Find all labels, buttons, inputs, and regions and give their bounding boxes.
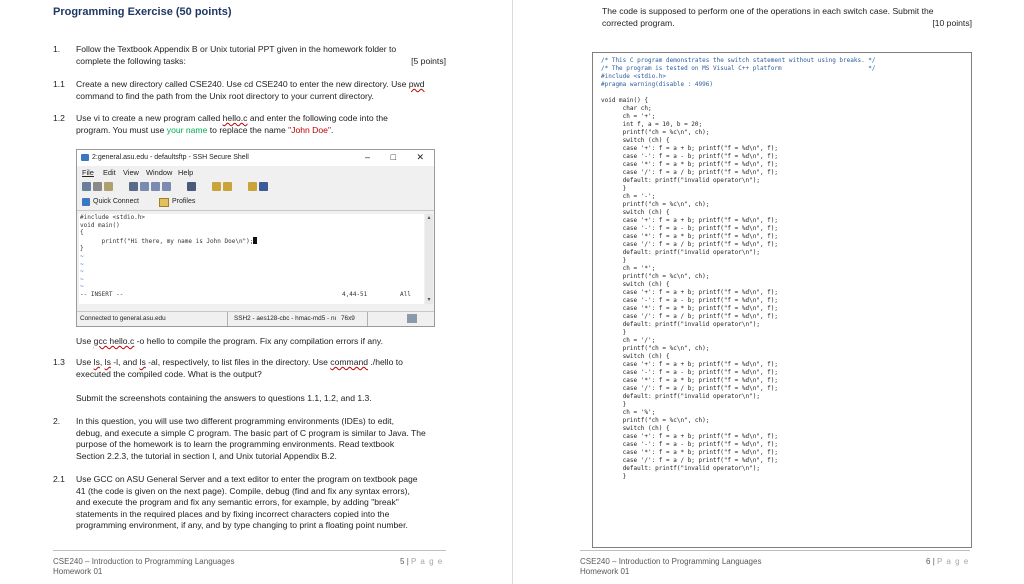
code-line: case '-': f = a - b; printf("f = %d\n", f); [601, 297, 779, 304]
code-line: case '/': f = a / b; printf("f = %d\n", f); [601, 313, 779, 320]
maximize-icon[interactable]: □ [390, 152, 396, 162]
right-intro-b: corrected program. [602, 17, 675, 28]
footer-course: CSE240 – Introduction to Programming Languages [53, 557, 235, 566]
print-icon[interactable] [93, 182, 102, 191]
ssh-window-screenshot [76, 149, 435, 327]
john-doe-highlight: "John Doe" [288, 124, 331, 135]
question-1 [53, 44, 446, 67]
right-points: [10 points] [932, 17, 972, 28]
code-line: switch (ch) { [601, 209, 670, 216]
page-number-right [926, 557, 969, 566]
page-number-sep: | [406, 557, 409, 566]
ls-command: ls [139, 357, 146, 367]
code-line: int f, a = 10, b = 20; [601, 121, 703, 128]
code-line: default: printf("invalid operator\n"); [601, 393, 760, 400]
code-line: ch = '/'; [601, 337, 656, 344]
hello-c-filename: hello.c [222, 113, 248, 123]
gcc-post: -o hello to compile the program. Fix any compilation errors if any. [134, 336, 383, 346]
paste-icon[interactable] [151, 182, 160, 191]
page-number-value: 5 [400, 557, 405, 566]
page-word: P a g e [411, 557, 444, 566]
connection-status: Connected to general.asu.edu [80, 315, 166, 322]
question-1-number: 1. [53, 44, 61, 54]
page-word: P a g e [937, 557, 970, 566]
code-line: printf("ch = %c\n", ch); [601, 345, 710, 352]
question-1-3 [53, 357, 446, 380]
code-line: printf("ch = %c\n", ch); [601, 201, 710, 208]
ls-command: ls [104, 357, 111, 367]
file-transfer-icon[interactable] [212, 182, 221, 191]
vi-mode-indicator: -- INSERT -- [80, 290, 124, 298]
pwd-command: pwd [408, 79, 425, 89]
code-line: default: printf("invalid operator\n"); [601, 465, 760, 472]
terminal-scrollbar[interactable] [425, 214, 433, 304]
menu-help[interactable]: Help [178, 168, 194, 177]
code-line: case '-': f = a - b; printf("f = %d\n", f); [601, 369, 779, 376]
question-2-line: In this question, you will use two different programming environments (IDEs) to edit, [76, 416, 394, 426]
code-line: #pragma warning(disable : 4996) [601, 81, 713, 88]
submit-instruction: Submit the screenshots containing the answers to questions 1.1, 1.2, and 1.3. [76, 393, 372, 403]
question-1-text-a: Follow the Textbook Appendix B or Unix tutorial PPT given in the homework folder to [76, 44, 397, 54]
page-number [400, 557, 443, 566]
footer-right [580, 557, 761, 577]
code-line: case '-': f = a - b; printf("f = %d\n", f); [601, 225, 779, 232]
question-1-1 [53, 79, 446, 102]
question-2-1-line: and execute the program and fix any semantic errors, for example, by adding "break" [76, 497, 399, 508]
code-line: case '-': f = a - b; printf("f = %d\n", f); [601, 441, 779, 448]
ssh-titlebar [77, 150, 434, 166]
question-2-line: debug, and execute a simple C program. The basic part of C program is similar to Java. The [76, 427, 426, 438]
code-line: #include <stdio.h> [601, 73, 667, 80]
question-1-2-text-b-mid: to replace the name [207, 124, 289, 135]
terminal-size: 76x9 [341, 315, 355, 322]
right-intro-a: The code is supposed to perform one of the operations in each switch case. Submit the [602, 6, 934, 16]
your-name-highlight: your name [166, 124, 208, 135]
menu-window[interactable]: Window [146, 168, 173, 177]
quick-connect-bar [77, 195, 434, 211]
right-intro [602, 6, 972, 29]
code-line: case '*': f = a * b; printf("f = %d\n", f); [601, 161, 779, 168]
quick-connect-button[interactable]: Quick Connect [93, 198, 139, 205]
scroll-up-icon[interactable]: ▴ [427, 215, 431, 221]
code-line: default: printf("invalid operator\n"); [601, 321, 760, 328]
ssh-toolbar [77, 180, 434, 194]
code-line: switch (ch) { [601, 281, 670, 288]
q13-end: ./hello to [368, 357, 403, 367]
footer-homework: Homework 01 [580, 567, 630, 576]
code-line: switch (ch) { [601, 353, 670, 360]
terminal-line: void main() [80, 221, 120, 229]
code-line: printf("ch = %c\n", ch); [601, 129, 710, 136]
scroll-position: All [400, 290, 411, 298]
page-number-value: 6 [926, 557, 931, 566]
code-line: ch = '%'; [601, 409, 656, 416]
code-line: } [601, 401, 627, 408]
copy-icon[interactable] [140, 182, 149, 191]
terminal-tilde: ~ [80, 268, 84, 276]
code-line: case '+': f = a + b; printf("f = %d\n", f); [601, 289, 779, 296]
question-2-1-line: 41 (the code is given on the next page). Compile, debug (find and fix any syntax errors), [76, 485, 410, 496]
cursor-position: 4,44-51 [342, 290, 368, 298]
footer-homework: Homework 01 [53, 567, 103, 576]
code-line: } [601, 473, 627, 480]
question-1-2-text-b-end: . [331, 124, 334, 135]
page-title: Programming Exercise (50 points) [53, 6, 232, 18]
code-line: case '*': f = a * b; printf("f = %d\n", f); [601, 305, 779, 312]
ssh-statusbar [77, 311, 434, 326]
question-1-text-b: complete the following tasks: [76, 55, 186, 66]
question-1-2-text-a: Use vi to create a new program called [76, 113, 223, 123]
code-line: case '+': f = a + b; printf("f = %d\n", f); [601, 145, 779, 152]
ssh-menubar [77, 167, 434, 179]
terminal-area[interactable] [79, 214, 424, 304]
question-2-line: Section 2.2.3, the tutorial in section I, and Unix tutorial Appendix B.2. [76, 450, 337, 461]
code-line: case '+': f = a + b; printf("f = %d\n", f); [601, 217, 779, 224]
code-line: case '*': f = a * b; printf("f = %d\n", f); [601, 449, 779, 456]
code-line: } [601, 329, 627, 336]
footer-divider [580, 550, 970, 551]
terminal-line: { [80, 229, 84, 237]
code-line: void main() { [601, 97, 648, 104]
code-line: default: printf("invalid operator\n"); [601, 249, 760, 256]
gcc-instruction [76, 336, 456, 348]
code-line: printf("ch = %c\n", ch); [601, 273, 710, 280]
status-divider [367, 312, 368, 326]
terminal-tilde: ~ [80, 252, 84, 260]
close-icon[interactable]: ✕ [416, 152, 424, 162]
question-2-number: 2. [53, 416, 61, 426]
code-line: printf("ch = %c\n", ch); [601, 417, 710, 424]
menu-edit[interactable]: Edit [103, 168, 116, 177]
q13-pre: Use [76, 357, 94, 367]
terminal-tilde: ~ [80, 283, 84, 291]
menu-view[interactable]: View [123, 168, 139, 177]
ssh-window-title: 2:general.asu.edu - defaultsftp - SSH Secure Shell [92, 154, 249, 161]
terminal-line: } [80, 245, 84, 253]
find-icon[interactable] [187, 182, 196, 191]
question-1-1-text-a: Create a new directory called CSE240. Use cd CSE240 to enter the new directory. Use [76, 79, 409, 89]
paste-alt-icon[interactable] [162, 182, 171, 191]
question-1-points: [5 points] [411, 55, 446, 66]
code-line: case '/': f = a / b; printf("f = %d\n", f); [601, 169, 779, 176]
code-line: } [601, 185, 627, 192]
question-2-1-line: statements in the required places and by fixing incorrect characters copied into the [76, 508, 390, 519]
cut-icon[interactable] [129, 182, 138, 191]
code-line: switch (ch) { [601, 137, 670, 144]
save-icon[interactable] [82, 182, 91, 191]
page-number-sep: | [932, 557, 935, 566]
footer-divider [53, 550, 446, 551]
code-line: switch (ch) { [601, 425, 670, 432]
code-line: } [601, 257, 627, 264]
code-line: case '/': f = a / b; printf("f = %d\n", f); [601, 457, 779, 464]
print-preview-icon[interactable] [104, 182, 113, 191]
folder-icon [159, 198, 169, 207]
settings-icon[interactable] [248, 182, 257, 191]
question-1-2-number: 1.2 [53, 113, 65, 123]
gcc-command: gcc hello.c [93, 336, 135, 346]
terminal-tilde: ~ [80, 260, 84, 268]
question-2-1-line: Use GCC on ASU General Server and a text editor to enter the program on textbook page [76, 474, 418, 484]
text-cursor [253, 237, 257, 244]
footer [53, 557, 234, 577]
menu-file[interactable]: File [82, 168, 94, 177]
code-line: ch = '-'; [601, 193, 656, 200]
question-1-1-text-b: command to find the path from the Unix root directory to your current directory. [76, 90, 374, 101]
terminal-line: #include <stdio.h> [80, 214, 146, 221]
code-line: case '/': f = a / b; printf("f = %d\n", f); [601, 385, 779, 392]
new-terminal-icon[interactable] [223, 182, 232, 191]
help-icon[interactable] [259, 182, 268, 191]
scroll-down-icon[interactable]: ▾ [427, 297, 431, 303]
code-line: case '+': f = a + b; printf("f = %d\n", f); [601, 361, 779, 368]
q13-mid2: -al, respectively, to list files in the directory. Use [145, 357, 331, 367]
code-listing [592, 52, 972, 548]
profiles-button[interactable]: Profiles [172, 198, 196, 205]
question-1-2-text-a-post: and enter the following code into the [247, 113, 388, 123]
footer-course: CSE240 – Introduction to Programming Languages [580, 557, 762, 566]
question-2-line: purpose of the homework is to learn the programming environments. Read textbook [76, 439, 395, 450]
code-line: /* The program is tested on MS Visual C++ platform */ [601, 65, 876, 72]
code-line: char ch; [601, 105, 652, 112]
code-line: case '*': f = a * b; printf("f = %d\n", f); [601, 233, 779, 240]
code-line: case '-': f = a - b; printf("f = %d\n", f); [601, 153, 779, 160]
quick-connect-icon [82, 198, 90, 206]
lock-icon [407, 314, 417, 323]
ls-command: ls [93, 357, 100, 367]
ssh-app-icon [81, 154, 89, 161]
command-word: command [330, 357, 369, 367]
q13-comma: , [99, 357, 105, 367]
code-line: ch = '*'; [601, 265, 656, 272]
gcc-pre: Use [76, 336, 94, 346]
question-2-1-line: programming environment, if any, and by type changing to print a floating point number. [76, 520, 408, 531]
question-1-3-number: 1.3 [53, 357, 65, 367]
code-line: case '+': f = a + b; printf("f = %d\n", f); [601, 433, 779, 440]
terminal-tilde: ~ [80, 275, 84, 283]
question-2-1-number: 2.1 [53, 474, 65, 484]
code-line: ch = '+'; [601, 113, 656, 120]
question-1-2 [53, 113, 446, 136]
question-1-1-number: 1.1 [53, 79, 65, 89]
terminal-line: printf("Hi there, my name is John Doe\n"); [80, 237, 254, 245]
code-line: case '*': f = a * b; printf("f = %d\n", f); [601, 377, 779, 384]
q13-mid1: -l, and [110, 357, 140, 367]
minimize-icon[interactable]: – [364, 152, 370, 162]
status-divider [227, 312, 228, 326]
question-1-3-text-b: executed the compiled code. What is the output? [76, 368, 262, 379]
question-1-2-text-b: program. You must use [76, 124, 167, 135]
code-line: default: printf("invalid operator\n"); [601, 177, 760, 184]
cipher-status: SSH2 - aes128-cbc - hmac-md5 - nı [234, 315, 337, 322]
code-line: case '/': f = a / b; printf("f = %d\n", f); [601, 241, 779, 248]
question-2-1 [53, 474, 446, 532]
code-line: /* This C program demonstrates the switch statement without using breaks. */ [601, 57, 876, 64]
question-2 [53, 416, 446, 462]
